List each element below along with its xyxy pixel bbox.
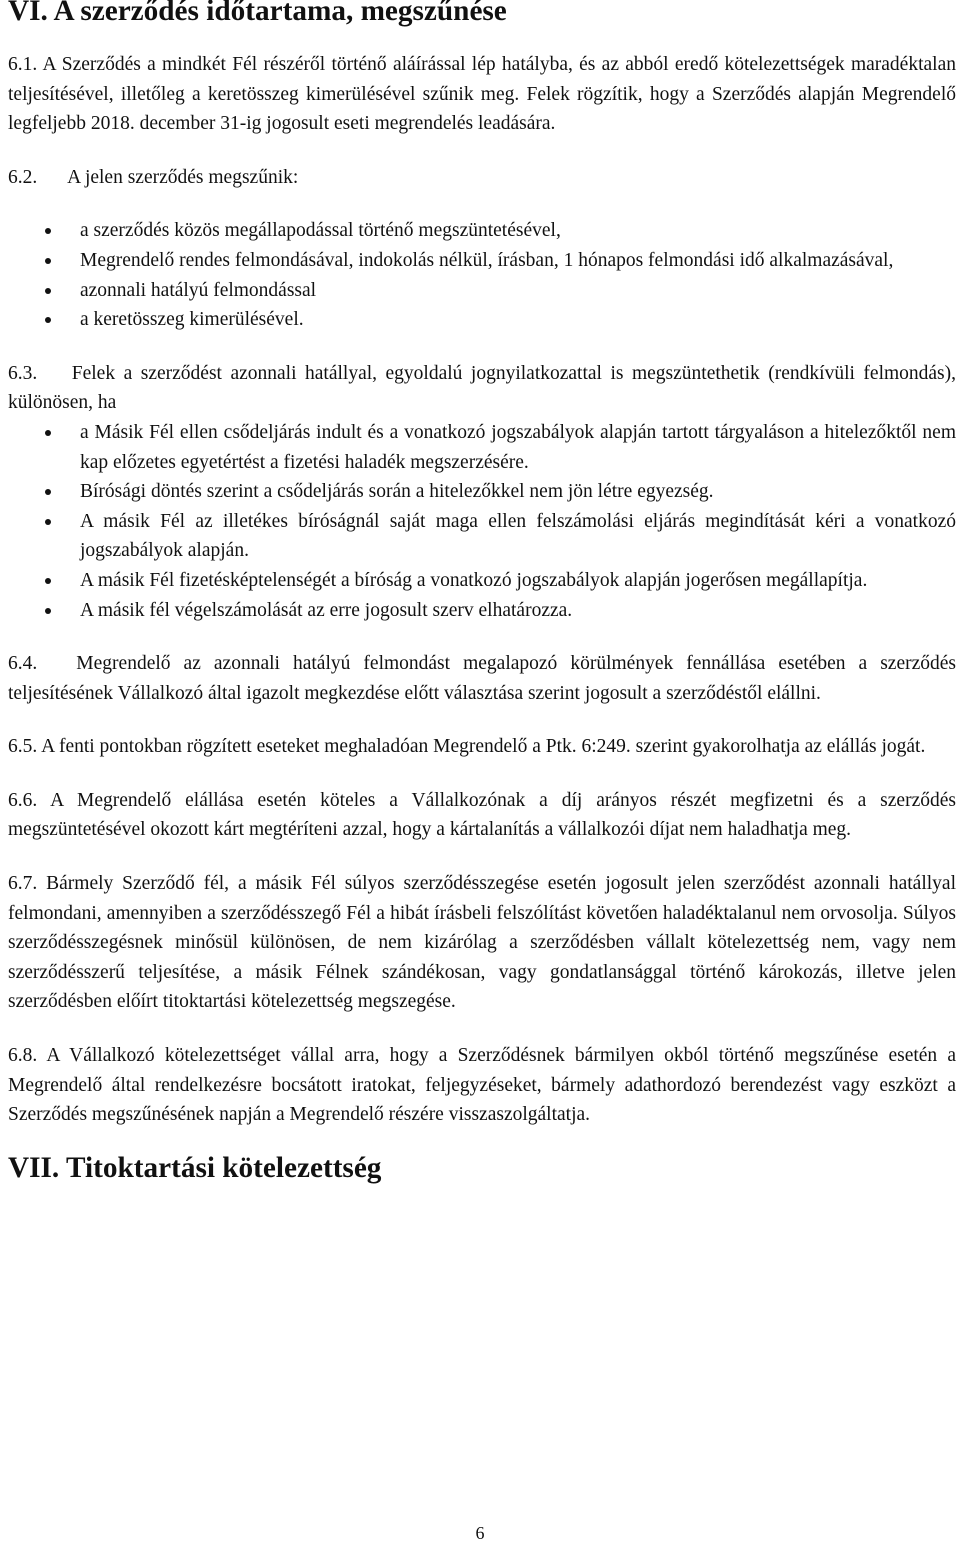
paragraph-6-3: [8, 359, 956, 418]
paragraph-number: 6.1.: [8, 54, 38, 75]
paragraph-text: Megrendelő az azonnali hatályú felmondást megalapozó körülmények fennállása esetében a szerződés teljesítésének Vállalkozó által igazolt megkezdése előtt választása szerint jogosult a szerződéstől elállni.: [8, 653, 957, 704]
list-item: A másik Fél fizetésképtelenségét a bíróság a vonatkozó jogszabályok alapján jogerősen megállapítja.: [8, 566, 956, 596]
paragraph-text-continued: szerint gyakorolhatja az elállás jogát.: [635, 736, 926, 758]
paragraph-text: A jelen szerződés megszűnik:: [67, 166, 299, 188]
list-item: A másik Fél az illetékes bíróságnál saját maga ellen felszámolási eljárás megindítását kéri a vonatkozó jogszabályok alapján.: [8, 507, 956, 566]
bullet-icon: [45, 228, 51, 234]
paragraph-text: Felek a szerződést azonnali hatállyal, egyoldalú jognyilatkozattal is megszüntethetik (rendkívüli felmondás), különösen, ha: [8, 362, 957, 414]
paragraph-6-2: [8, 163, 956, 193]
bullet-icon: [45, 578, 51, 584]
paragraph-6-5: [8, 732, 956, 762]
bullet-icon: [45, 430, 51, 436]
paragraph-text: A fenti pontokban rögzített eseteket meghaladóan Megrendelő a Ptk. 6:249.: [41, 736, 631, 758]
section-7-heading: VII. Titoktartási kötelezettség: [8, 1151, 382, 1184]
paragraph-6-6: [8, 786, 956, 845]
list-item: azonnali hatályú felmondással: [8, 276, 956, 306]
list-item: A másik fél végelszámolását az erre jogosult szerv elhatározza.: [8, 596, 956, 626]
paragraph-6-7: [8, 869, 956, 1017]
paragraph-number: 6.5.: [8, 736, 38, 758]
list-item: Bírósági döntés szerint a csődeljárás során a hitelezőkkel nem jön létre egyezség.: [8, 477, 956, 507]
list-item: Megrendelő rendes felmondásával, indokolás nélkül, írásban, 1 hónapos felmondási idő alkalmazásával,: [8, 246, 956, 276]
paragraph-text: A Megrendelő elállása esetén köteles a Vállalkozónak a díj arányos részét megfizetni és a szerződés megszüntetésével okozott kárt megtéríteni azzal, hogy a kártalanítás a vállalkozói díjat nem haladhatja meg.: [8, 789, 956, 841]
document-page: [8, 0, 956, 1183]
paragraph-text: Bármely Szerződő fél, a másik Fél súlyos szerződésszegése esetén jogosult jelen szerződést azonnali hatállyal felmondani, amennyiben a szerződésszegő Fél a hibát írásbeli felszólítást követően haladéktalanul nem orvosolja. Súlyos szerződésszegésnek minősül különösen, de nem kizárólag a szerződésben vállalt kötelezettség nem, vagy nem szerződésszerű teljesítése, a másik Félnek szándékosan, vagy gondatlansággal történő károkozás, illetve jelen szerződésben előírt titoktartási kötelezettség megszegése.: [8, 873, 956, 1013]
paragraph-number: 6.8.: [8, 1045, 38, 1067]
bullet-icon: [45, 317, 51, 323]
extraordinary-termination-list: [8, 418, 956, 625]
paragraph-text: A Vállalkozó kötelezettséget vállal arra, hogy a Szerződésnek bármilyen okból történő megszűnése esetén a Megrendelő által rendelkezésre bocsátott iratokat, feljegyzéseket, bármely adathordozó berendezést vagy eszközt a Szerződés megszűnésének napján a Megrendelő részére visszaszolgáltatja.: [8, 1045, 956, 1126]
paragraph-number: 6.4.: [8, 653, 38, 675]
bullet-icon: [45, 288, 51, 294]
list-item: a Másik Fél ellen csődeljárás indult és a vonatkozó jogszabályok alapján tartott tárgyaláson a hitelezőktől nem kap előzetes egyetértést a fizetési haladék megszerzésére.: [8, 418, 956, 477]
paragraph-text: A Szerződés a mindkét Fél részéről történő aláírással lép hatályba, és az abból eredő kötelezettségek maradéktalan teljesítésével, illetőleg a keretösszeg kimerülésével szűnik meg. Felek rögzítik, hogy a Szerződés alapján Megrendelő legfeljebb 2018. december 31-ig jogosult eseti megrendelés leadására.: [8, 54, 956, 135]
paragraph-6-4: [8, 649, 956, 708]
paragraph-number: 6.2.: [8, 166, 38, 188]
paragraph-number: 6.6.: [8, 789, 38, 811]
section-6-heading: VI. A szerződés időtartama, megszűnése: [8, 0, 507, 27]
bullet-icon: [45, 489, 51, 495]
paragraph-number: 6.7.: [8, 873, 38, 895]
termination-list: [8, 216, 956, 334]
bullet-icon: [45, 608, 51, 614]
list-item: a keretösszeg kimerülésével.: [8, 305, 956, 335]
bullet-icon: [45, 519, 51, 525]
list-item: a szerződés közös megállapodással történő megszüntetésével,: [8, 216, 956, 246]
paragraph-number: 6.3.: [8, 362, 38, 384]
paragraph-6-8: [8, 1041, 956, 1130]
paragraph-6-1: [8, 50, 956, 139]
bullet-icon: [45, 258, 51, 264]
page-number: 6: [475, 1523, 485, 1543]
